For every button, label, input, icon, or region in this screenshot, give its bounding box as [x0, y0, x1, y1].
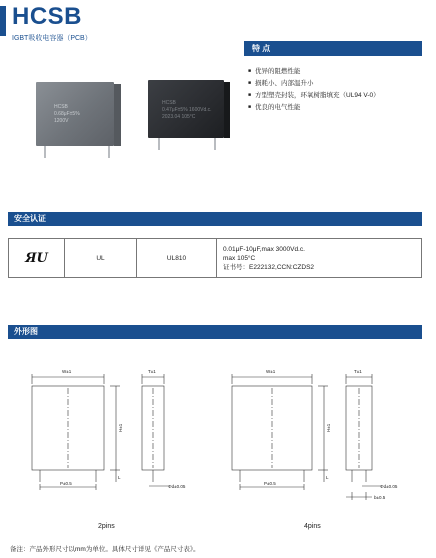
brand-accent-bar [0, 6, 6, 36]
dim-thickness-label: T±1 [148, 369, 156, 374]
capacitor-side-face [224, 82, 230, 138]
capacitor-pin [214, 138, 216, 150]
ul-recognized-icon: ЯU [25, 250, 48, 266]
capacitor-marking: HCSB 0.68μF±5% 1200V [54, 104, 80, 124]
capacitor-pin [44, 146, 46, 158]
dim-thickness-label: T±1 [354, 369, 362, 374]
certification-table [8, 238, 422, 278]
description-cell: 0.01μF-10μF,max 3000Vd.c. max 105°C 证书号：E222132,CCN:CZDS2 [217, 239, 422, 278]
dim-height-label: H±1 [326, 423, 331, 432]
feature-item: ■ 优异的阻燃性能 [248, 66, 380, 78]
footnote: 备注：产品外形尺寸以mm为单位。具体尺寸详见《产品尺寸表》。 [10, 546, 200, 553]
capacitor-photo-black [148, 80, 224, 138]
capacitor-pin [108, 146, 110, 158]
outline-drawing-2pins [18, 362, 198, 512]
feature-item: ■ 优良的电气性能 [248, 102, 380, 114]
safety-heading: 安全认证 [8, 212, 422, 226]
outline-drawing-4pins [222, 362, 422, 512]
dim-lead-dia-label: Φd±0.05 [380, 484, 398, 489]
dim-width-label: W±1 [266, 369, 276, 374]
dim-lead-dia-label: Φd±0.05 [168, 484, 186, 489]
label-2pins: 2pins [98, 523, 115, 530]
product-title: HCSB [12, 3, 83, 30]
capacitor-pin [158, 138, 160, 150]
dim-pitch-label: P±0.5 [60, 481, 72, 486]
dim-height-label: H±1 [118, 423, 123, 432]
table-row [9, 239, 422, 278]
features-list [248, 66, 380, 114]
feature-item: ■ 方型塑壳封装，环氧树脂填充（UL94 V-0） [248, 90, 380, 102]
outline-heading: 外形图 [8, 325, 422, 339]
capacitor-marking: HCSB 0.47μF±5% 1600Vd.c. 2023.04 105°C [162, 100, 212, 120]
ul-logo-cell [9, 239, 65, 278]
dim-width-label: W±1 [62, 369, 72, 374]
label-4pins: 4pins [304, 523, 321, 530]
capacitor-photo-grey [36, 82, 114, 146]
capacitor-side-face [114, 84, 121, 146]
dim-pitch-label: P±0.5 [264, 481, 276, 486]
features-heading: 特 点 [244, 41, 422, 56]
standard-cell: UL810 [137, 239, 217, 278]
dim-lead-length-label: L [118, 475, 121, 480]
feature-item: ■ 损耗小、内部温升小 [248, 78, 380, 90]
agency-cell: UL [65, 239, 137, 278]
product-subtitle: IGBT吸收电容器（PCB） [12, 35, 92, 42]
dim-b-label: b±0.5 [374, 495, 386, 500]
dim-lead-length-label: L [326, 475, 329, 480]
